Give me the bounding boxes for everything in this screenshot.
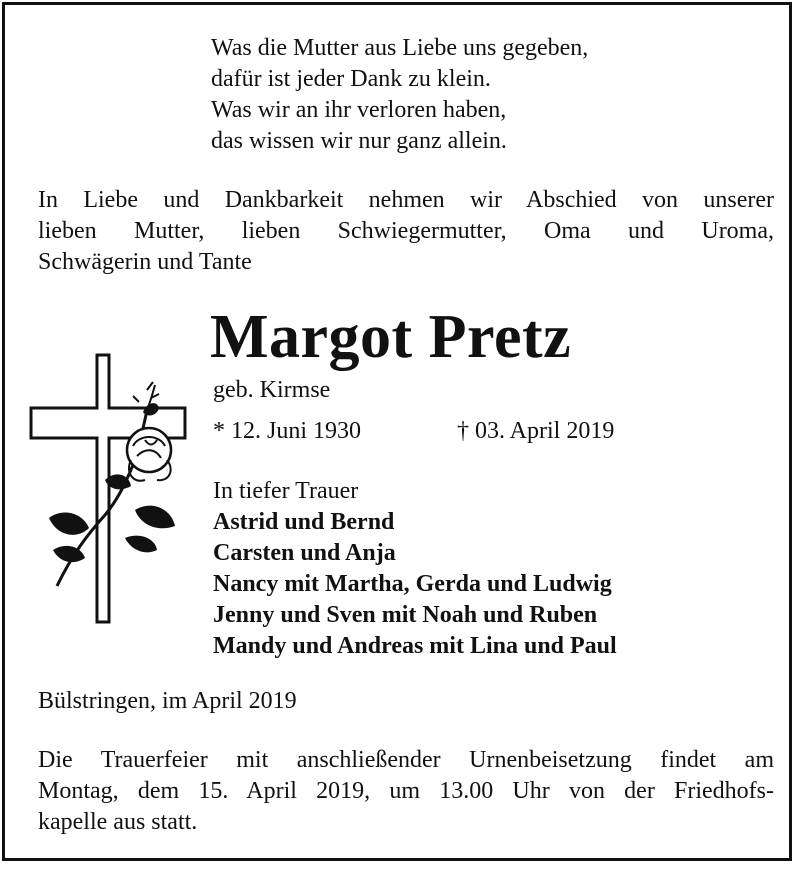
- cross-with-rose-icon: [27, 350, 197, 630]
- poem-line: dafür ist jeder Dank zu klein.: [211, 66, 491, 92]
- death-date: † 03. April 2019: [457, 418, 615, 444]
- mourners-heading: In tiefer Trauer: [213, 478, 359, 504]
- list-item: Carsten und Anja: [213, 540, 396, 566]
- poem: [211, 33, 588, 157]
- service-line: Montag, dem 15. April 2019, um 13.00 Uhr von der Friedhofs-: [38, 778, 774, 804]
- poem-line: das wissen wir nur ganz allein.: [211, 128, 507, 154]
- deceased-name: Margot Pretz: [210, 303, 572, 371]
- intro-line: lieben Mutter, lieben Schwiegermutter, Oma und Uroma,: [38, 218, 774, 244]
- birth-date: * 12. Juni 1930: [213, 418, 362, 444]
- list-item: Nancy mit Martha, Gerda und Ludwig: [213, 571, 612, 597]
- intro-text: [38, 185, 774, 278]
- mourners-list: [213, 476, 617, 662]
- poem-line: Was die Mutter aus Liebe uns gegeben,: [211, 35, 589, 61]
- list-item: Mandy und Andreas mit Lina und Paul: [213, 633, 617, 659]
- obituary-notice: [2, 2, 792, 861]
- maiden-name: geb. Kirmse: [213, 377, 331, 403]
- list-item: Jenny und Sven mit Noah und Ruben: [213, 602, 598, 628]
- cross-shape: [31, 355, 185, 622]
- intro-line: In Liebe und Dankbarkeit nehmen wir Abschied von unserer: [38, 187, 774, 213]
- service-line: kapelle aus statt.: [38, 809, 198, 835]
- funeral-service-text: [38, 745, 774, 838]
- list-item: Astrid und Bernd: [213, 509, 395, 535]
- poem-line: Was wir an ihr verloren haben,: [211, 97, 507, 123]
- place-and-date: Bülstringen, im April 2019: [38, 688, 297, 714]
- intro-line: Schwägerin und Tante: [38, 249, 252, 275]
- service-line: Die Trauerfeier mit anschließender Urnenbeisetzung findet am: [38, 747, 774, 773]
